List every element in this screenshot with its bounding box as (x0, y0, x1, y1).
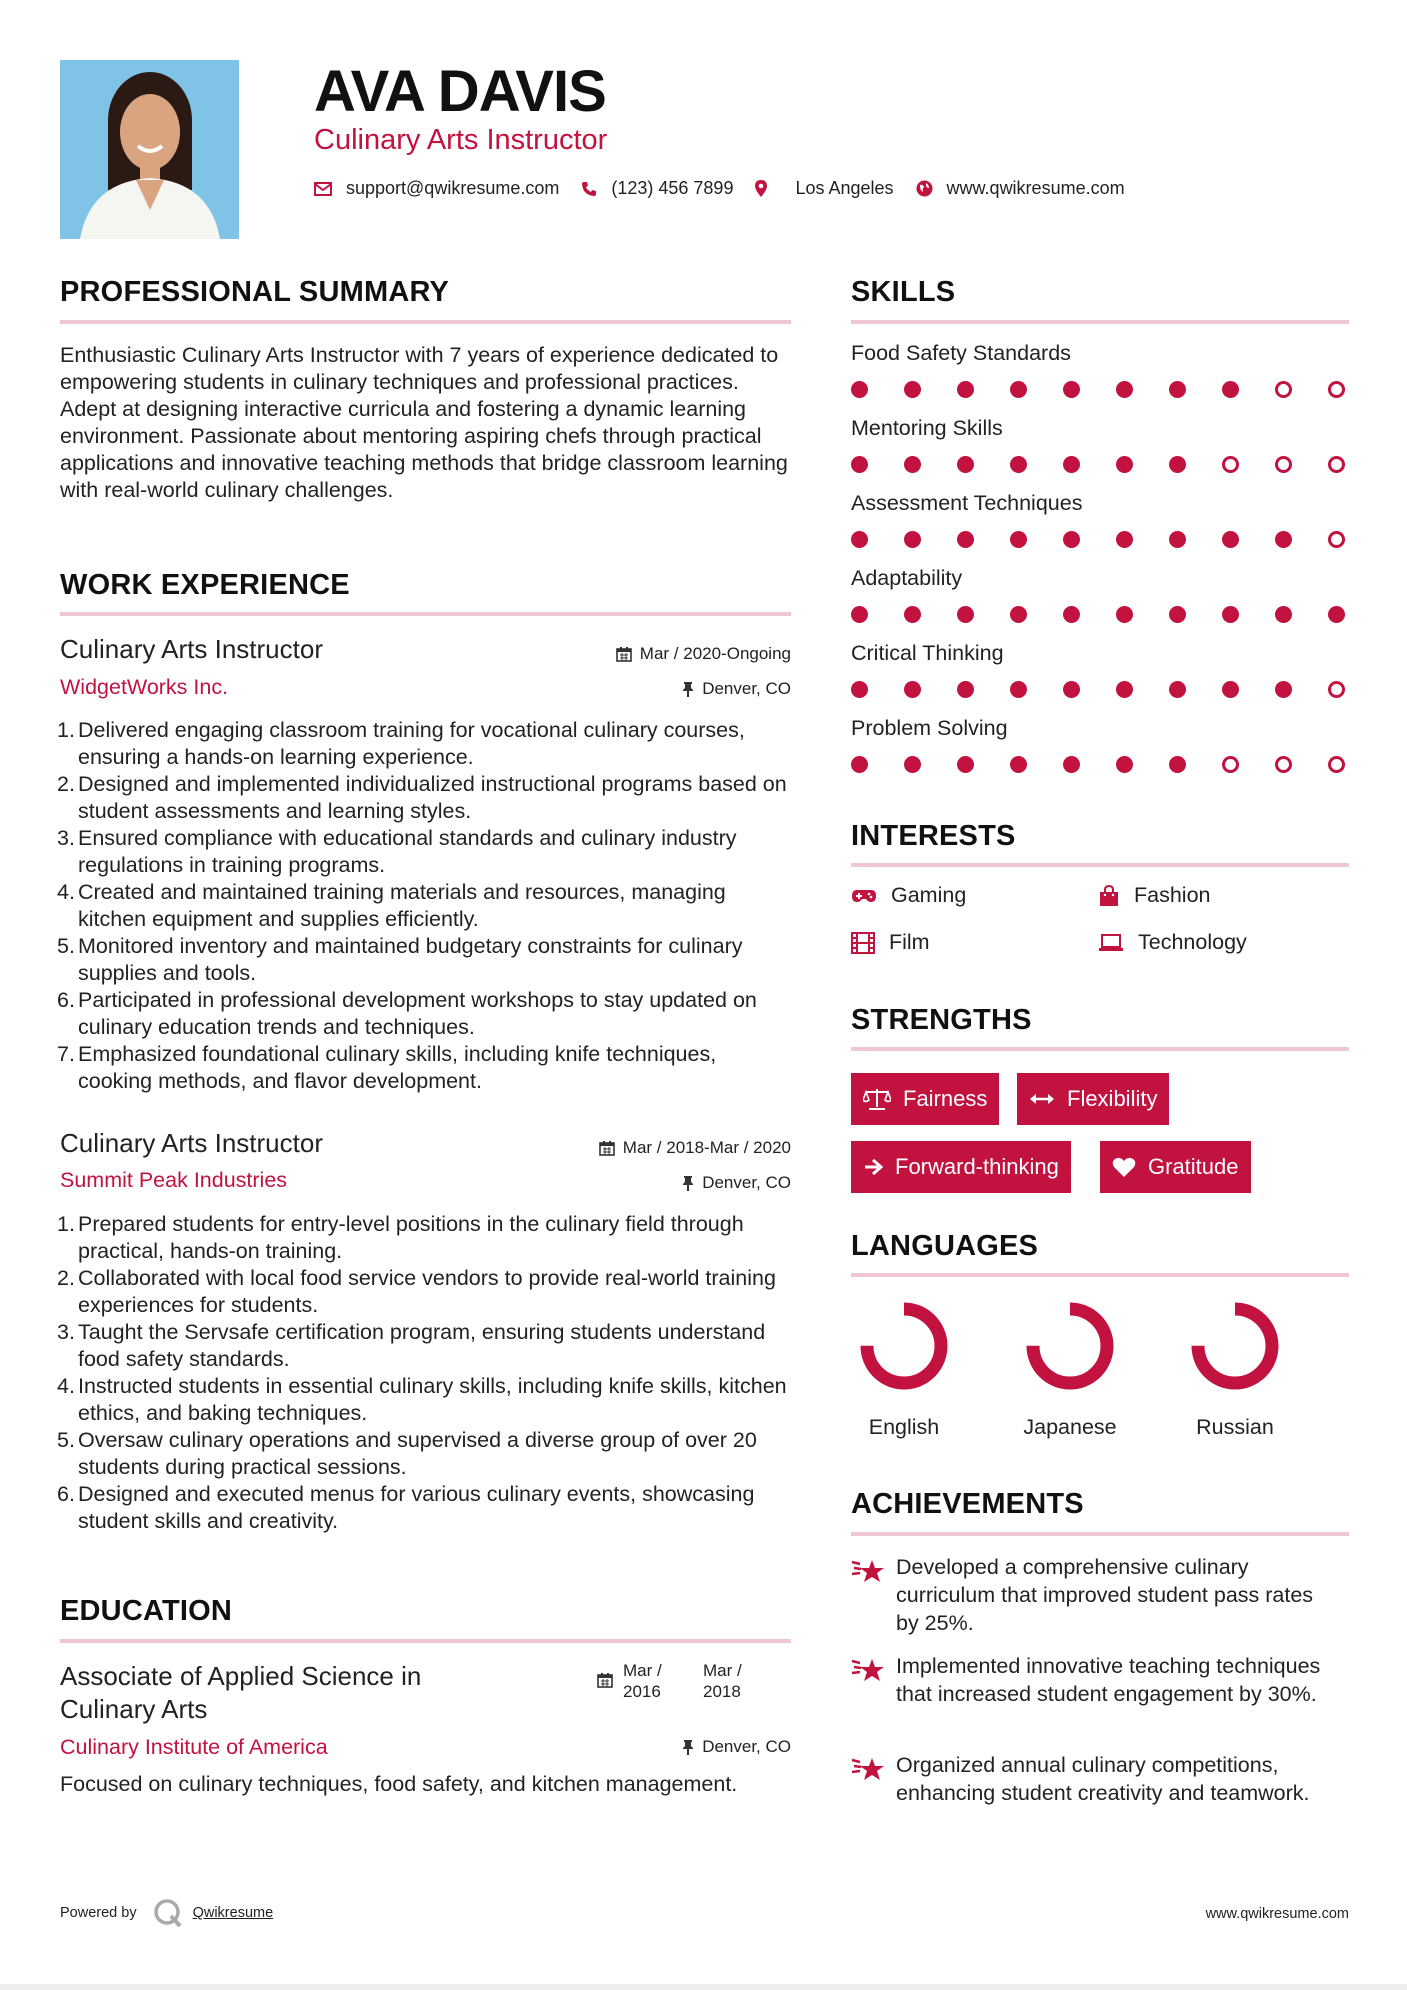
footer-brand-link[interactable]: Qwikresume (192, 1905, 274, 1921)
contact-website[interactable] (916, 178, 1125, 199)
shopping-bag-icon (1098, 885, 1120, 907)
rating-dot-filled (1169, 381, 1186, 398)
rating-dot-filled (957, 606, 974, 623)
rating-dot-filled (957, 456, 974, 473)
interest-gaming: Gaming (851, 883, 966, 908)
language-ring (858, 1300, 950, 1392)
job-bullets (57, 717, 795, 1095)
map-pin-icon (755, 180, 767, 197)
skill-name: Adaptability (851, 566, 963, 590)
location-text: Los Angeles (795, 178, 894, 198)
rating-dot-filled (1169, 756, 1186, 773)
list-item: 1. Delivered engaging classroom training for vocational culinary courses, ensuring a hands-on learning experience. (57, 718, 745, 769)
rating-dot-empty (1328, 756, 1345, 773)
rating-dot-empty (1328, 681, 1345, 698)
summary-text: Enthusiastic Culinary Arts Instructor with 7 years of experience dedicated to empowering students in culinary techniques and professional practices. Adept at designing interactive curricula and fostering a dynamic learning environment. Passionate about mentoring aspiring chefs through practical applications and innovative teaching methods that bridge classroom learning with real-world culinary challenges. (60, 343, 788, 502)
language-ring-arc (1198, 1309, 1272, 1383)
rating-dot-filled (904, 381, 921, 398)
rating-dot-filled (1010, 756, 1027, 773)
rating-dot-filled (904, 681, 921, 698)
footer-website[interactable]: www.qwikresume.com (1205, 1906, 1349, 1922)
experience-heading: WORK EXPERIENCE (60, 569, 350, 601)
rating-dot-filled (1275, 606, 1292, 623)
rating-dot-filled (1116, 531, 1133, 548)
footer-powered-by: Powered by Qwikresume (60, 1898, 273, 1928)
language-ring (1189, 1300, 1281, 1392)
list-item: 2. Designed and implemented individualized instructional programs based on student assessments and learning styles. (57, 772, 787, 823)
contact-bar (314, 178, 1147, 199)
envelope-icon (314, 182, 332, 196)
rating-dot-filled (1169, 456, 1186, 473)
degree-title: Associate of Applied Science in Culinary Arts (60, 1661, 422, 1724)
skill-rating (851, 531, 1349, 549)
rating-dot-filled (1116, 456, 1133, 473)
calendar-icon (597, 1672, 613, 1693)
education-rule (60, 1639, 791, 1643)
skills-heading: SKILLS (851, 276, 956, 308)
laptop-icon (1098, 934, 1124, 952)
arrows-horizontal-icon (1029, 1092, 1055, 1106)
phone-text: (123) 456 7899 (611, 178, 734, 198)
rating-dot-filled (904, 606, 921, 623)
rating-dot-filled (1116, 606, 1133, 623)
company-name: Summit Peak Industries (60, 1168, 288, 1192)
strength-badge-forward-thinking: Forward-thinking (851, 1141, 1071, 1193)
education-start-date: Mar / 2016 (623, 1661, 662, 1701)
strengths-heading: STRENGTHS (851, 1004, 1032, 1036)
rating-dot-filled (1275, 531, 1292, 548)
list-item: 2. Collaborated with local food service vendors to provide real-world training experiences for students. (57, 1266, 776, 1317)
job-title: Culinary Arts Instructor (60, 634, 323, 664)
education-description: Focused on culinary techniques, food safety, and kitchen management. (60, 1772, 738, 1796)
shooting-star-icon (851, 1656, 885, 1684)
job-dates: Mar / 2020-Ongoing (616, 644, 791, 664)
rating-dot-filled (1010, 531, 1027, 548)
rating-dot-filled (851, 606, 868, 623)
list-item: 4. Created and maintained training materials and resources, managing kitchen equipment and supplies efficiently. (57, 880, 726, 931)
experience-rule (60, 612, 791, 616)
profile-photo (60, 60, 239, 239)
list-item: 6. Designed and executed menus for various culinary events, showcasing student skills and creativity. (57, 1482, 755, 1533)
rating-dot-filled (851, 681, 868, 698)
rating-dot-empty (1222, 456, 1239, 473)
strength-badge-gratitude: Gratitude (1100, 1141, 1251, 1193)
job-location: Denver, CO (682, 1173, 791, 1193)
company-name: WidgetWorks Inc. (60, 675, 229, 699)
interest-fashion: Fashion (1098, 883, 1211, 908)
rating-dot-filled (957, 531, 974, 548)
strength-badge-flexibility: Flexibility (1017, 1073, 1169, 1125)
rating-dot-filled (957, 381, 974, 398)
gamepad-icon (851, 888, 877, 904)
rating-dot-filled (1116, 756, 1133, 773)
skill-name: Critical Thinking (851, 641, 1004, 665)
contact-email[interactable] (314, 178, 559, 199)
language-name: English (868, 1415, 940, 1439)
rating-dot-filled (1169, 531, 1186, 548)
summary-heading: PROFESSIONAL SUMMARY (60, 276, 450, 308)
rating-dot-filled (1010, 681, 1027, 698)
rating-dot-filled (1063, 531, 1080, 548)
skill-name: Mentoring Skills (851, 416, 1003, 440)
list-item: 3. Taught the Servsafe certification program, ensuring students understand food safety standards. (57, 1320, 766, 1371)
list-item: 4. Instructed students in essential culinary skills, including knife skills, kitchen ethics, and baking techniques. (57, 1374, 787, 1425)
rating-dot-filled (1222, 531, 1239, 548)
job-bullets (57, 1211, 795, 1535)
list-item: 3. Ensured compliance with educational standards and culinary industry regulations in training programs. (57, 826, 737, 877)
rating-dot-filled (1222, 681, 1239, 698)
languages-rule (851, 1273, 1349, 1277)
achievements-heading: ACHIEVEMENTS (851, 1488, 1084, 1520)
film-icon (851, 932, 875, 954)
rating-dot-filled (1010, 381, 1027, 398)
rating-dot-filled (1169, 681, 1186, 698)
skill-name: Problem Solving (851, 716, 1008, 740)
email-text: support@qwikresume.com (346, 178, 560, 198)
school-name: Culinary Institute of America (60, 1735, 328, 1759)
rating-dot-filled (904, 456, 921, 473)
rating-dot-filled (1222, 606, 1239, 623)
skill-rating (851, 606, 1349, 624)
candidate-role: Culinary Arts Instructor (314, 124, 608, 156)
website-text: www.qwikresume.com (946, 178, 1125, 198)
interests-rule (851, 863, 1349, 867)
rating-dot-filled (904, 531, 921, 548)
job-location: Denver, CO (682, 679, 791, 699)
language-ring-arc (867, 1309, 941, 1383)
globe-icon (916, 180, 933, 197)
skills-rule (851, 320, 1349, 324)
skill-name: Assessment Techniques (851, 491, 1083, 515)
balance-scale-icon (863, 1088, 891, 1110)
shooting-star-icon (851, 1557, 885, 1585)
job-title: Culinary Arts Instructor (60, 1128, 323, 1158)
pushpin-icon (682, 1739, 694, 1755)
interest-technology: Technology (1098, 930, 1247, 955)
candidate-name: AVA DAVIS (314, 59, 606, 124)
skill-rating (851, 681, 1349, 699)
rating-dot-empty (1328, 381, 1345, 398)
rating-dot-filled (1063, 381, 1080, 398)
education-end-date: Mar / 2018 (703, 1661, 742, 1701)
footer-strip (0, 1984, 1407, 1990)
rating-dot-empty (1275, 381, 1292, 398)
interests-heading: INTERESTS (851, 820, 1016, 852)
skill-rating (851, 381, 1349, 399)
contact-phone[interactable] (581, 178, 733, 199)
rating-dot-empty (1222, 756, 1239, 773)
strengths-rule (851, 1047, 1349, 1051)
rating-dot-filled (1010, 606, 1027, 623)
contact-location (755, 178, 893, 199)
list-item: 1. Prepared students for entry-level positions in the culinary field through practical, hands-on training. (57, 1212, 744, 1263)
rating-dot-filled (1275, 681, 1292, 698)
languages-heading: LANGUAGES (851, 1230, 1039, 1262)
list-item: 6. Participated in professional development workshops to stay updated on culinary education trends and techniques. (57, 988, 757, 1039)
phone-icon (581, 181, 597, 197)
list-item: 5. Oversaw culinary operations and supervised a diverse group of over 20 students during practical sessions. (57, 1428, 757, 1479)
rating-dot-filled (1063, 681, 1080, 698)
rating-dot-filled (904, 756, 921, 773)
rating-dot-filled (851, 756, 868, 773)
education-heading: EDUCATION (60, 1595, 233, 1627)
achievements-rule (851, 1532, 1349, 1536)
language-name: Japanese (1023, 1415, 1117, 1439)
qwikresume-logo-icon (153, 1898, 183, 1928)
heart-icon (1112, 1157, 1136, 1178)
rating-dot-empty (1275, 756, 1292, 773)
resume-page: AVA DAVIS Culinary Arts Instructor support@qwikresume.com (123) 456 7899 Los Angeles www.qwikresume.com PROFESSIONAL SUMMARY Enthusiastic Culinary Arts Instructor with 7 years of experience dedicated to empowering students in culinary techniques and professional practices. Adept at designing interactive curricula and fostering a dynamic learning environment. Passionate about mentoring aspiring chefs through practical applications and innovative teaching methods that bridge classroom learning with real-world culinary challenges. WORK EXPERIENCE Culinary Arts Instructor Mar / 2020-Ongoing WidgetWorks Inc. Denver, CO 1. Delivered engaging classroom training for vocational culinary courses, ensuring a hands-on learning experience. 2. Designed and implemented individualized instructional programs based on student assessments and learning styles. 3. Ensured compliance with educational standards and culinary industry regulations in training programs. 4. Created and maintained training materials and resources, managing kitchen equipment and supplies efficiently. 5. Monitored inventory and maintained budgetary constraints for culinary supplies and tools. 6. Participated in professional development workshops to stay updated on culinary education trends and techniques. 7. Emphasized foundational culinary skills, including knife techniques, cooking methods, and flavor development. Culinary Arts Instructor Mar / 2018-Mar / 2020 Summit Peak Industries Denver, CO 1. Prepared students for entry-level positions in the culinary field through practical, hands-on training. 2. Collaborated with local food service vendors to provide real-world training experiences for students. 3. Taught the Servsafe certification program, ensuring students understand food safety standards. 4. Instructed students in essential culinary skills, including knife skills, kitchen ethics, and baking techniques. 5. Oversaw culinary operations and supervised a diverse group of over 20 students during practical sessions. 6. Designed and executed menus for various culinary events, showcasing student skills and creativity. EDUCATION Associate of Applied Science in Culinary Arts Mar / 2016 Mar / 2018 Culinary Institute of America Denver, CO Focused on culinary techniques, food safety, and kitchen management. SKILLS Food Safety Standards Mentoring Skills Assessment Techniques Adaptability Critical Thinking Problem Solving INTERESTS Gaming Fashion Film Technology STRENGTHS Fairness Flexibility Forward-thinking Gratitude LANGUAGES English Japanese Russian ACHIEVEMENTS Developed a comprehensive culinary curriculum that improved student pass rates by 25%. Implemented innovative teaching techniques that increased student engagement by 30%. Organized annual culinary competitions, enhancing student creativity and teamwork. Powered by Qwikresume www.qwikresume.com (0, 0, 1407, 1990)
rating-dot-empty (1328, 456, 1345, 473)
list-item: 5. Monitored inventory and maintained budgetary constraints for culinary supplies and tools. (57, 934, 743, 985)
rating-dot-filled (1169, 606, 1186, 623)
interest-film: Film (851, 930, 930, 955)
rating-dot-filled (851, 381, 868, 398)
rating-dot-filled (1116, 381, 1133, 398)
language-ring (1024, 1300, 1116, 1392)
calendar-icon (616, 646, 632, 662)
calendar-icon (599, 1140, 615, 1156)
education-location: Denver, CO (682, 1737, 791, 1757)
rating-dot-filled (1116, 681, 1133, 698)
skill-rating (851, 756, 1349, 774)
list-item: 7. Emphasized foundational culinary skills, including knife techniques, cooking methods, and flavor development. (57, 1042, 717, 1093)
rating-dot-filled (957, 756, 974, 773)
skill-name: Food Safety Standards (851, 341, 1071, 365)
language-name: Russian (1196, 1415, 1274, 1439)
summary-rule (60, 320, 791, 324)
pushpin-icon (682, 681, 694, 697)
job-dates: Mar / 2018-Mar / 2020 (599, 1138, 791, 1158)
rating-dot-filled (851, 456, 868, 473)
rating-dot-filled (1010, 456, 1027, 473)
shooting-star-icon (851, 1755, 885, 1783)
skill-rating (851, 456, 1349, 474)
rating-dot-filled (1222, 381, 1239, 398)
language-ring-arc (1033, 1309, 1107, 1383)
rating-dot-filled (1063, 606, 1080, 623)
pushpin-icon (682, 1175, 694, 1191)
arrow-right-icon (863, 1158, 883, 1176)
rating-dot-filled (851, 531, 868, 548)
rating-dot-empty (1275, 456, 1292, 473)
rating-dot-filled (1063, 756, 1080, 773)
rating-dot-filled (957, 681, 974, 698)
rating-dot-filled (1328, 606, 1345, 623)
rating-dot-filled (1063, 456, 1080, 473)
rating-dot-empty (1328, 531, 1345, 548)
strength-badge-fairness: Fairness (851, 1073, 999, 1125)
